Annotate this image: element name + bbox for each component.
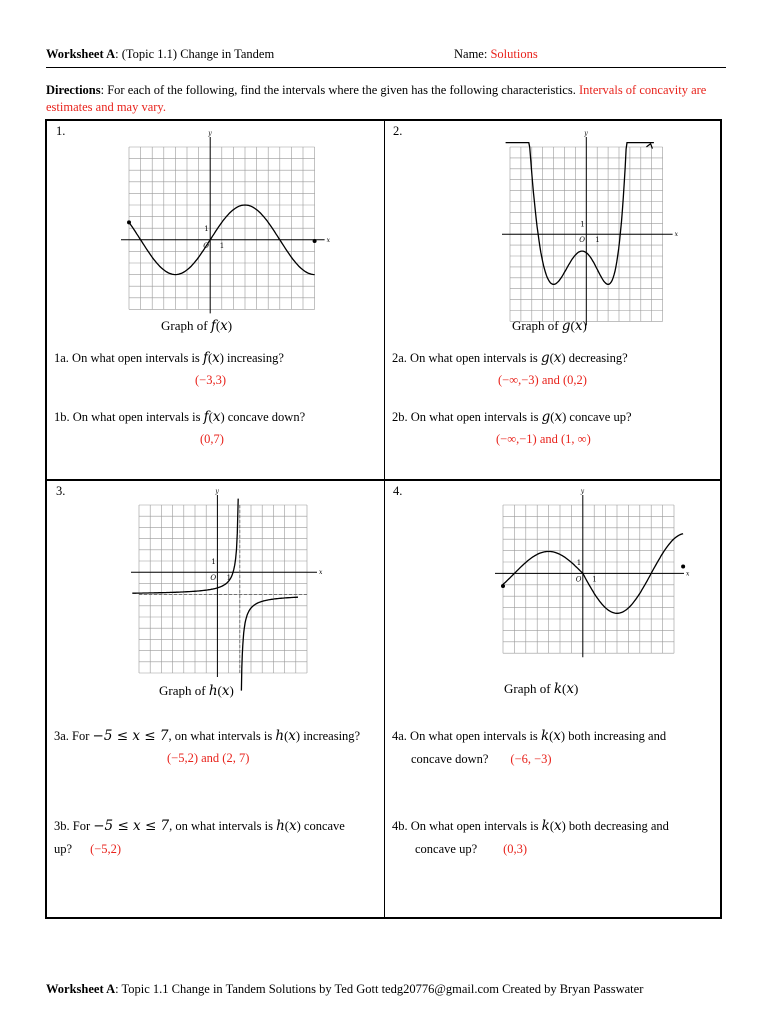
graph-caption-label: Graph of xyxy=(159,683,209,698)
origin-label: O xyxy=(210,574,217,583)
graph-g-caption xyxy=(512,318,587,334)
endpoint-dot xyxy=(681,565,685,569)
question-label: 2a. On what open intervals is xyxy=(392,351,541,365)
footer-text: : Topic 1.1 Change in Tandem Solutions by Ted Gott tedg20776@gmail.com Created by Bryan Passwater xyxy=(115,982,644,996)
domain-inequality: −5 ≤ x ≤ 7 xyxy=(92,728,169,744)
y-tick-one: 1 xyxy=(204,225,209,234)
question-4a xyxy=(392,728,666,745)
question-3a xyxy=(54,728,360,745)
var-x: x xyxy=(221,683,230,699)
paren-close: ) xyxy=(561,819,566,833)
directions xyxy=(46,82,716,116)
x-tick-one: 1 xyxy=(592,575,597,584)
func-name: f xyxy=(203,409,209,425)
answer-1b: (0,7) xyxy=(200,432,224,446)
y-axis-label: y xyxy=(208,130,212,137)
question-label: 4b. On what open intervals is xyxy=(392,819,542,833)
question-3b-line2 xyxy=(54,841,122,858)
problem-grid xyxy=(45,119,722,919)
y-axis-label: y xyxy=(215,488,219,495)
question-2b xyxy=(392,409,632,426)
x-axis-label: x xyxy=(674,231,678,239)
paren-open: ( xyxy=(549,729,554,743)
question-4a-line2 xyxy=(411,751,552,768)
paren-close: ) xyxy=(560,729,566,743)
func-name: h xyxy=(275,728,285,744)
var-x: x xyxy=(288,728,296,744)
question-line2: up? xyxy=(54,842,73,856)
paren-close: ) xyxy=(227,318,233,333)
origin-label: O xyxy=(575,575,582,584)
worksheet-header xyxy=(46,47,726,68)
graph-f xyxy=(109,121,329,326)
question-4b-line2 xyxy=(415,841,528,858)
graph-f-caption xyxy=(161,318,232,334)
var-x: x xyxy=(566,681,574,697)
x-axis-label: x xyxy=(686,570,690,578)
var-x: x xyxy=(554,409,563,425)
y-axis-label: y xyxy=(580,488,585,495)
y-tick-one: 1 xyxy=(576,559,582,567)
func-name: k xyxy=(541,818,550,834)
question-1a xyxy=(54,350,284,367)
question-tail: concave xyxy=(300,819,345,833)
var-x: x xyxy=(288,818,297,834)
question-1b xyxy=(54,409,305,426)
question-tail: increasing? xyxy=(223,351,284,365)
question-label: 3a. For xyxy=(54,729,93,743)
graph-g xyxy=(454,121,678,326)
question-tail: concave up? xyxy=(566,410,632,424)
paren-open: ( xyxy=(550,410,555,424)
y-axis-label: y xyxy=(584,130,588,137)
answer-2a: (−∞,−3) and (0,2) xyxy=(498,373,587,387)
var-x: x xyxy=(553,350,562,366)
paren-close: ) xyxy=(582,318,587,333)
question-3b xyxy=(54,818,345,835)
origin-label: O xyxy=(203,241,209,250)
var-x: x xyxy=(554,818,562,834)
answer-2b: (−∞,−1) and (1, ∞) xyxy=(496,432,591,446)
question-line2: concave up? xyxy=(415,842,478,856)
function-curve xyxy=(241,597,298,690)
paren-close: ) xyxy=(561,351,566,365)
paren-close: ) xyxy=(220,410,225,424)
name-field xyxy=(454,47,538,62)
var-x: x xyxy=(574,318,583,334)
graph-caption-label: Graph of xyxy=(512,318,562,333)
func-name: h xyxy=(276,818,285,834)
problem-3-number: 3. xyxy=(56,484,66,498)
var-x: x xyxy=(212,409,221,425)
paren-close: ) xyxy=(229,683,234,698)
answer-3a: (−5,2) and (2, 7) xyxy=(167,751,250,765)
paren-open: ( xyxy=(562,681,567,696)
function-curve xyxy=(132,499,238,594)
origin-label: O xyxy=(579,236,586,245)
x-tick-one: 1 xyxy=(595,236,600,245)
directions-note: Intervals of concavity are estimates and may vary. xyxy=(46,83,707,114)
curve-arrow xyxy=(646,144,652,149)
name-value: Solutions xyxy=(490,47,538,61)
paren-open: ( xyxy=(208,410,213,424)
paren-open: ( xyxy=(549,819,554,833)
y-tick-one: 1 xyxy=(580,220,585,229)
grid-lines xyxy=(129,147,315,309)
func-name: g xyxy=(540,350,550,366)
domain-inequality: −5 ≤ x ≤ 7 xyxy=(93,818,170,834)
graph-h xyxy=(109,481,329,686)
func-name: h xyxy=(208,683,218,699)
worksheet-topic: : (Topic 1.1) Change in Tandem xyxy=(115,47,275,61)
answer-3b: (−5,2) xyxy=(90,842,122,856)
question-tail: both increasing and xyxy=(565,729,667,743)
question-label: 1b. On what open intervals is xyxy=(54,410,204,424)
paren-close: ) xyxy=(295,729,301,743)
func-name: f xyxy=(210,318,216,334)
func-name: k xyxy=(540,728,550,744)
question-2a xyxy=(392,350,628,367)
graph-k xyxy=(447,481,690,686)
question-tail: concave down? xyxy=(224,410,306,424)
grid-lines xyxy=(139,505,307,673)
question-label: 3b. For xyxy=(54,819,94,833)
paren-open: ( xyxy=(217,683,222,698)
footer-label: Worksheet A xyxy=(46,982,116,996)
graph-caption-label: Graph of xyxy=(504,681,554,696)
question-line2: concave down? xyxy=(411,752,489,766)
footer xyxy=(46,982,643,997)
question-tail: decreasing? xyxy=(565,351,628,365)
x-tick-one: 1 xyxy=(226,574,232,583)
problem-1-number: 1. xyxy=(56,124,66,138)
graph-h-caption xyxy=(159,683,234,699)
paren-close: ) xyxy=(562,410,567,424)
paren-open: ( xyxy=(284,729,289,743)
question-4b xyxy=(392,818,669,835)
name-label: Name: xyxy=(454,47,491,61)
var-x: x xyxy=(220,318,228,334)
paren-open: ( xyxy=(207,351,213,365)
question-mid: , on what intervals is xyxy=(169,819,277,833)
x-tick-one: 1 xyxy=(219,241,225,250)
paren-close: ) xyxy=(219,351,224,365)
paren-open: ( xyxy=(284,819,289,833)
question-label: 4a. On what open intervals is xyxy=(392,729,541,743)
worksheet-title xyxy=(46,47,274,62)
grid-divider-vertical xyxy=(384,121,385,917)
paren-close: ) xyxy=(296,819,301,833)
question-label: 2b. On what open intervals is xyxy=(392,410,542,424)
x-axis-label: x xyxy=(319,569,323,577)
problem-4-number: 4. xyxy=(393,484,403,498)
paren-open: ( xyxy=(570,318,575,333)
func-name: k xyxy=(553,681,563,697)
endpoint-dot xyxy=(313,239,317,243)
problem-2-number: 2. xyxy=(393,124,403,138)
endpoint-dot xyxy=(127,220,131,224)
answer-1a: (−3,3) xyxy=(195,373,226,387)
graph-k-caption xyxy=(504,681,578,697)
paren-close: ) xyxy=(573,681,579,696)
func-name: g xyxy=(541,409,551,425)
endpoint-dot xyxy=(501,584,505,588)
answer-4a: (−6, −3) xyxy=(510,752,552,766)
func-name: g xyxy=(561,318,571,334)
y-tick-one: 1 xyxy=(211,558,216,566)
question-tail: increasing? xyxy=(300,729,361,743)
question-mid: , on what intervals is xyxy=(168,729,276,743)
func-name: f xyxy=(202,350,208,366)
directions-label: Directions xyxy=(46,83,101,97)
question-tail: both decreasing and xyxy=(565,819,669,833)
graph-caption-label: Graph of xyxy=(161,318,211,333)
directions-text: : For each of the following, find the intervals where the given has the following characteristics. xyxy=(100,83,579,97)
answer-4b: (0,3) xyxy=(503,842,528,856)
var-x: x xyxy=(212,350,220,366)
paren-open: ( xyxy=(549,351,554,365)
worksheet-label: Worksheet A xyxy=(46,47,116,61)
question-label: 1a. On what open intervals is xyxy=(54,351,203,365)
var-x: x xyxy=(553,728,561,744)
paren-open: ( xyxy=(215,318,221,333)
x-axis-label: x xyxy=(326,236,330,244)
function-curve xyxy=(506,143,654,285)
